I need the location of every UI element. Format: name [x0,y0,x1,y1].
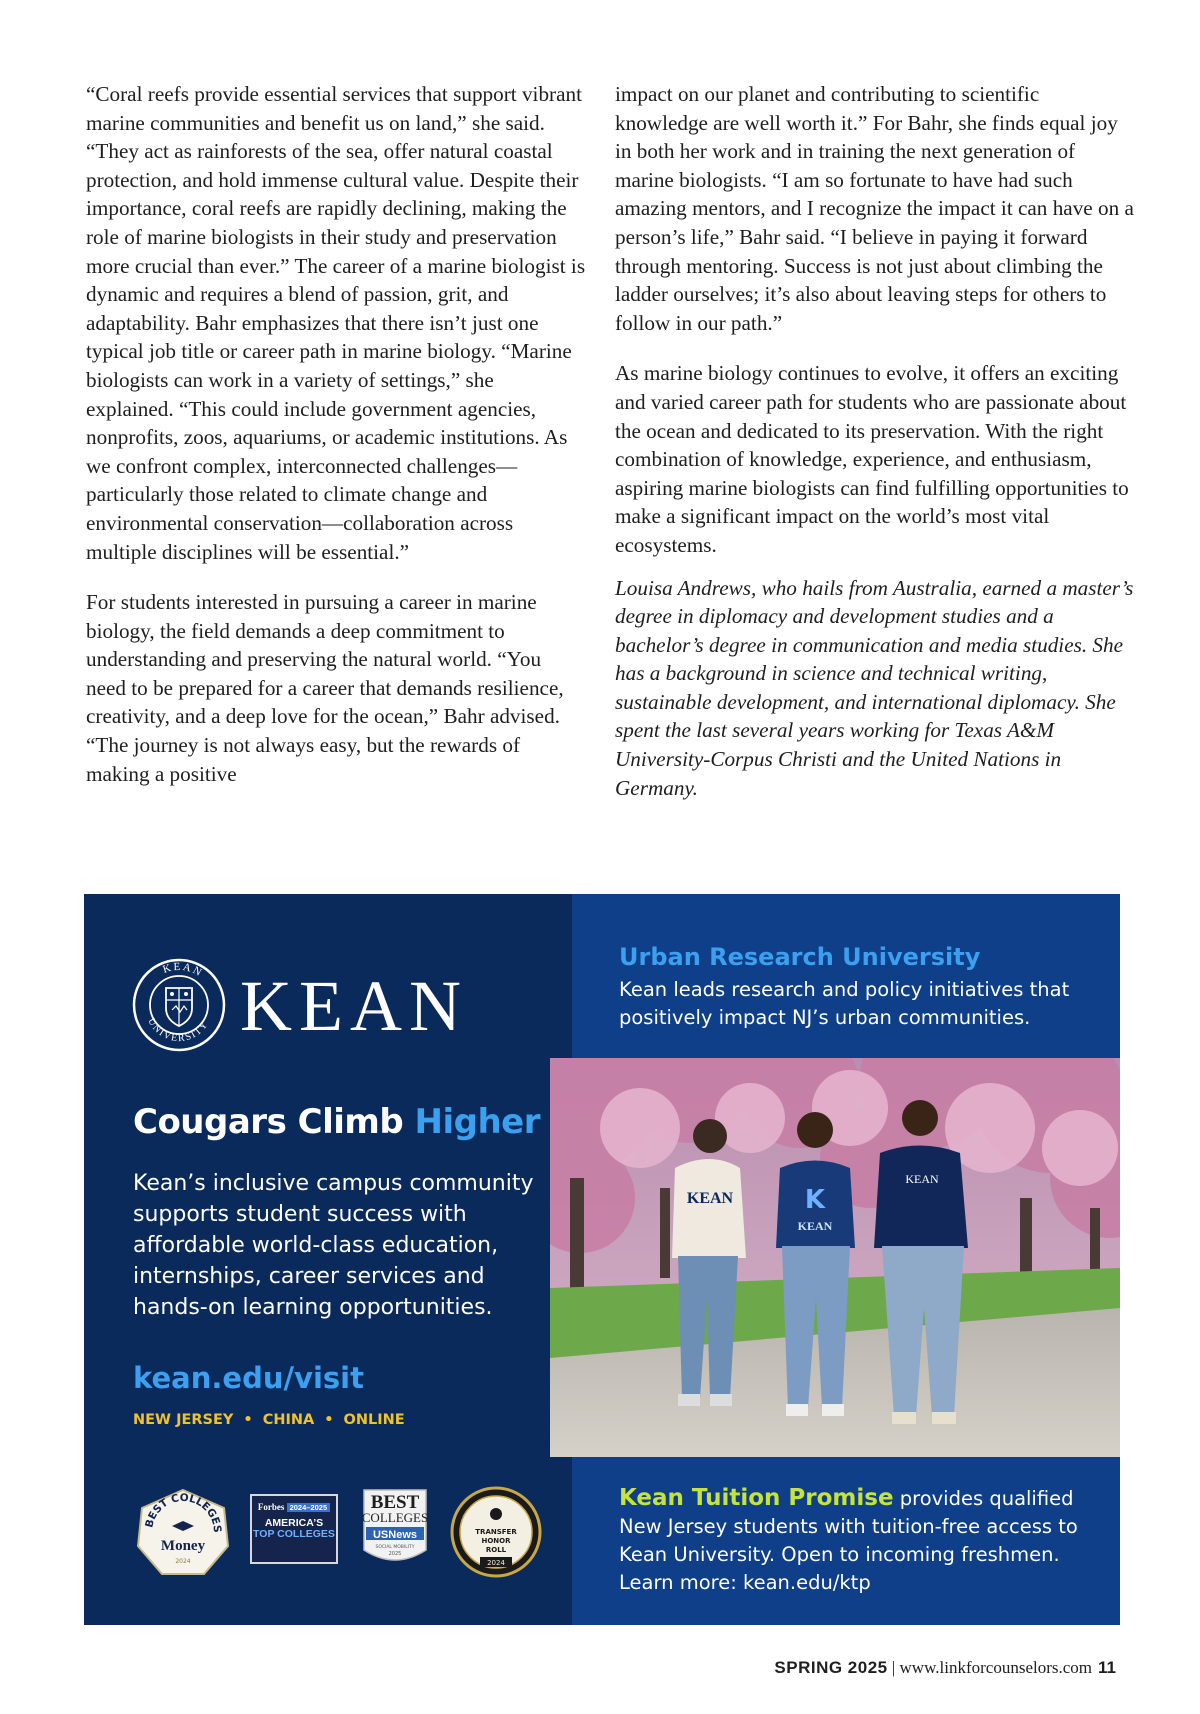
visit-link[interactable]: kean.edu/visit [133,1361,364,1395]
forbes-years: 2024–2025 [287,1503,331,1512]
campus-locations [133,1410,405,1430]
svg-text:BEST: BEST [370,1492,420,1513]
svg-text:SOCIAL MOBILITY: SOCIAL MOBILITY [375,1545,415,1550]
kean-logo-wordmark: KEAN [240,966,468,1046]
page-number: 11 [1098,1658,1116,1677]
footer-separator: | [887,1658,900,1677]
svg-text:2024: 2024 [175,1558,191,1565]
tuition-promise-title: Kean Tuition Promise [619,1485,894,1511]
page-footer [774,1656,1116,1680]
svg-text:KEAN: KEAN [686,1190,734,1207]
ptk-transfer-honor-roll-badge [450,1486,542,1578]
svg-text:2024: 2024 [487,1559,505,1567]
svg-text:K: K [804,1185,826,1215]
money-best-colleges-badge [132,1486,234,1578]
article-paragraph: “Coral reefs provide essential services that support vibrant marine communities and benefit us on land,” she said. “They act as rainforests of the sea, offer natural coastal protection, and hold immense cultural value. Despite their importance, coral reefs are rapidly declining, making the role of marine biologists in their study and preservation more crucial than ever.” The career of a marine biologist is dynamic and requires a blend of passion, grit, and adaptability. Bahr emphasizes that there isn’t just one typical job title or career path in marine biology. “Marine biologists can work in a variety of settings,” she explained. “This could include government agencies, nonprofits, zoos, aquariums, or academic institutions. As we confront complex, interconnected challenges—particularly those related to climate change and environmental conservation—collaboration across multiple disciplines will be essential.” [86,82,586,564]
svg-text:HONOR: HONOR [481,1537,511,1545]
usnews-best-colleges-badge [360,1488,430,1572]
location-new-jersey: NEW JERSEY [133,1412,234,1428]
svg-text:KEAN: KEAN [797,1219,833,1233]
author-bio: Louisa Andrews, who hails from Australia, earned a master’s degree in diplomacy and development studies and a bachelor’s degree in communication and media studies. She has a background in science and technical writing, sustainable development, and international diplomacy. She spent the last several years working for Texas A&M University-Corpus Christi and the United Nations in Germany. [615,575,1134,800]
svg-text:2025: 2025 [388,1551,402,1557]
article-paragraph: For students interested in pursuing a career in marine biology, the field demands a deep commitment to understanding and preserving the natural world. “You need to be prepared for a career that demands resilience, creativity, and a deep love for the ocean,” Bahr advised. “The journey is not always easy, but the rewards of making a positive [86,590,564,786]
tuition-promise-text [619,1484,1099,1597]
svg-text:KEAN: KEAN [161,960,206,980]
students-walking-photo [550,1058,1120,1457]
svg-text:Money: Money [160,1538,206,1554]
kean-advertisement[interactable] [84,894,1120,1625]
svg-text:KEAN: KEAN [905,1172,939,1186]
ad-headline [133,1102,540,1142]
headline-main: Cougars Climb [133,1102,415,1142]
bullet-separator: • [243,1412,253,1428]
forbes-line1: AMERICA’S [264,1517,324,1529]
footer-website[interactable]: www.linkforcounselors.com [899,1658,1093,1677]
kean-seal-icon [132,958,226,1052]
article-paragraph: As marine biology continues to evolve, it offers an exciting and varied career path for students who are passionate about the ocean and dedicated to its preservation. With the right combination of knowledge, experience, and enthusiasm, aspiring marine biologists can find fulfilling opportunities to make a significant impact on the world’s most vital ecosystems. [615,361,1129,557]
issue-season: SPRING 2025 [774,1658,888,1677]
article-paragraph: impact on our planet and contributing to scientific knowledge are well worth it.” For Bahr, she finds equal joy in both her work and in training the next generation of marine biologists. “I am so fortunate to have had such amazing mentors, and I recognize the impact it can have on a person’s life,” Bahr said. “I believe in paying it forward through mentoring. Success is not just about climbing the ladder ourselves; it’s also about leaving steps for others to follow in our path.” [615,82,1134,335]
forbes-brand: Forbes [257,1502,285,1512]
urban-research-text: Kean leads research and policy initiatives that positively impact NJ’s urban communities. [619,978,1070,1029]
article-right-column [615,80,1135,824]
svg-text:BEST COLLEGES: BEST COLLEGES [143,1491,224,1534]
forbes-line2: TOP COLLEGES [253,1528,335,1540]
svg-text:UNIVERSITY: UNIVERSITY [145,1016,211,1045]
forbes-top-colleges-badge [250,1494,338,1564]
location-online: ONLINE [343,1412,405,1428]
urban-research-title: Urban Research University [619,943,981,971]
tuition-promise-body: provides qualified New Jersey students with tuition-free access to Kean University. Open to incoming freshmen. Learn more: kean.edu/ktp [619,1487,1078,1594]
svg-text:ROLL: ROLL [485,1546,507,1554]
ad-body-copy: Kean’s inclusive campus community supports student success with affordable world-class education, internships, career services and hands-on learning opportunities. [133,1171,534,1320]
svg-text:COLLEGES: COLLEGES [361,1510,429,1525]
headline-accent: Higher [414,1102,540,1142]
article-left-column [86,80,586,810]
svg-text:USNews: USNews [372,1529,418,1541]
bullet-separator: • [324,1412,334,1428]
svg-text:TRANSFER: TRANSFER [475,1528,517,1536]
location-china: CHINA [262,1412,315,1428]
